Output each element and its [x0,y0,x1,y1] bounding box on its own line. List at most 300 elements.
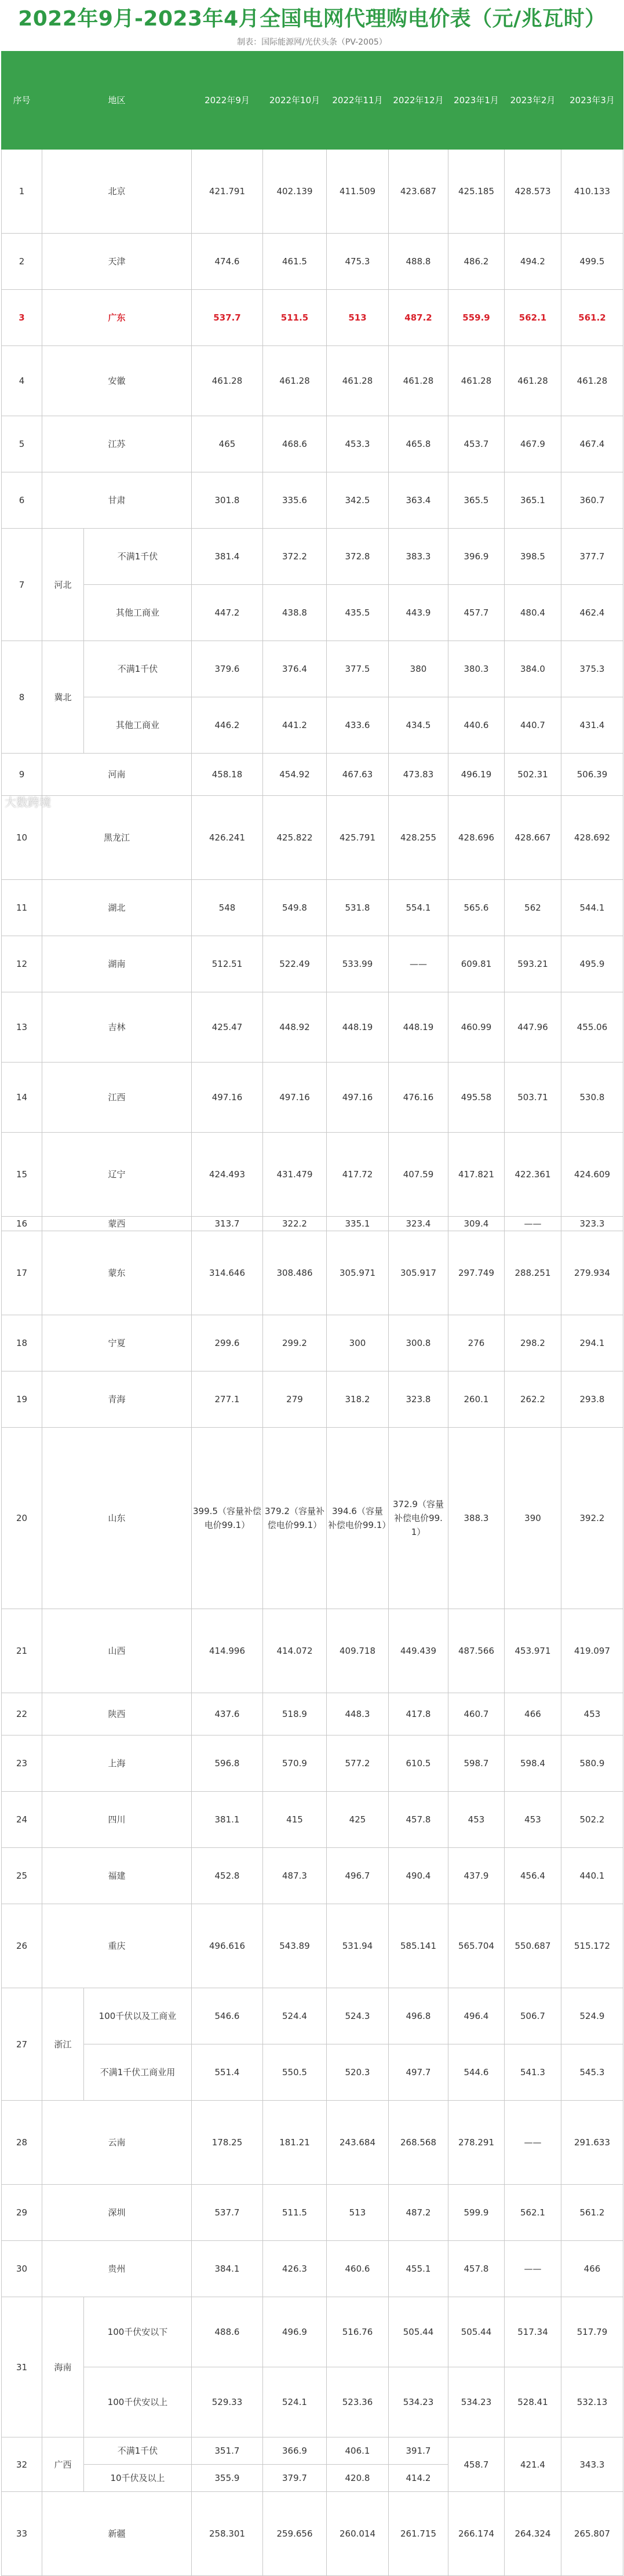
price-cell: 305.971 [327,1231,389,1315]
price-cell: 599.9 [448,2185,505,2241]
price-cell: 502.2 [561,1792,623,1848]
price-cell: —— [389,936,448,992]
price-cell: 610.5 [389,1735,448,1792]
row-index: 13 [2,992,42,1063]
price-cell: 530.8 [561,1063,623,1133]
price-cell: 414.2 [389,2465,448,2492]
price-cell: 425.822 [263,796,327,880]
price-cell: 461.28 [389,346,448,416]
price-cell: 454.92 [263,754,327,796]
price-cell: 460.6 [327,2241,389,2297]
row-index: 17 [2,1231,42,1315]
price-cell: 294.1 [561,1315,623,1371]
price-cell: 417.821 [448,1133,505,1217]
price-cell: 300.8 [389,1315,448,1371]
region-name: 山东 [42,1428,192,1609]
price-cell: 366.9 [263,2437,327,2465]
price-cell: 497.16 [263,1063,327,1133]
price-cell: 524.9 [561,1988,623,2044]
price-cell: 517.34 [505,2297,561,2367]
price-cell: 468.6 [263,416,327,472]
table-row [2,1428,623,1609]
price-cell: 308.486 [263,1231,327,1315]
price-cell: 372.8 [327,529,389,585]
region-name: 青海 [42,1371,192,1428]
price-cell: 425.185 [448,150,505,234]
price-cell: 460.99 [448,992,505,1063]
price-cell: 363.4 [389,472,448,529]
price-cell: 379.7 [263,2465,327,2492]
row-index: 25 [2,1848,42,1904]
price-cell: 453 [561,1693,623,1735]
price-cell: 512.51 [192,936,263,992]
price-cell: 461.28 [263,346,327,416]
price-cell: 379.6 [192,641,263,697]
price-cell: 518.9 [263,1693,327,1735]
table-row [2,234,623,290]
price-cell: 431.4 [561,697,623,754]
price-cell: 543.89 [263,1904,327,1988]
price-cell: 476.16 [389,1063,448,1133]
row-index: 27 [2,1988,42,2101]
header-month: 2022年11月 [327,52,389,150]
price-cell: 437.6 [192,1693,263,1735]
region-name: 云南 [42,2101,192,2185]
price-cell: 426.241 [192,796,263,880]
price-cell: 291.633 [561,2101,623,2185]
price-cell: 529.33 [192,2367,263,2437]
price-cell: 425 [327,1792,389,1848]
price-cell: 300 [327,1315,389,1371]
row-index: 15 [2,1133,42,1217]
price-cell: 372.2 [263,529,327,585]
price-cell: 447.2 [192,585,263,641]
price-cell: 396.9 [448,529,505,585]
region-name: 江苏 [42,416,192,472]
price-cell: 462.4 [561,585,623,641]
price-cell: 455.1 [389,2241,448,2297]
price-cell: 438.8 [263,585,327,641]
price-cell: 561.2 [561,2185,623,2241]
sub-category: 100千伏以及工商业 [84,1988,192,2044]
table-row [2,1217,623,1231]
table-row [2,416,623,472]
price-cell: 503.71 [505,1063,561,1133]
price-cell: 181.21 [263,2101,327,2185]
table-row [2,346,623,416]
price-cell: 453 [448,1792,505,1848]
price-cell: 448.19 [327,992,389,1063]
row-index: 22 [2,1693,42,1735]
price-cell: 293.8 [561,1371,623,1428]
price-cell: 461.28 [327,346,389,416]
price-cell: 562 [505,880,561,936]
table-row [2,2367,623,2437]
sub-category: 100千伏安以上 [84,2367,192,2437]
price-cell: 502.31 [505,754,561,796]
price-cell: 384.0 [505,641,561,697]
price-cell-merged: 458.7 [448,2437,505,2492]
row-index: 16 [2,1217,42,1231]
price-cell: 465 [192,416,263,472]
price-cell: 537.7 [192,290,263,346]
price-cell: 313.7 [192,1217,263,1231]
price-cell: 609.81 [448,936,505,992]
table-row [2,2297,623,2367]
price-cell: 314.646 [192,1231,263,1315]
row-index: 8 [2,641,42,754]
table-row [2,1848,623,1904]
sub-category: 100千伏安以下 [84,2297,192,2367]
region-name: 广东 [42,290,192,346]
price-cell: 301.8 [192,472,263,529]
header-month: 2022年10月 [263,52,327,150]
price-cell: 261.715 [389,2492,448,2576]
region-name: 黑龙江 [42,796,192,880]
price-cell: 461.5 [263,234,327,290]
price-cell: 377.7 [561,529,623,585]
price-cell: 424.609 [561,1133,623,1217]
price-cell: 410.133 [561,150,623,234]
price-cell: 495.58 [448,1063,505,1133]
price-cell: 506.39 [561,754,623,796]
price-cell: 537.7 [192,2185,263,2241]
row-index: 2 [2,234,42,290]
table-row [2,697,623,754]
price-cell: 399.5（容量补偿电价99.1） [192,1428,263,1609]
price-cell: 335.6 [263,472,327,529]
table-row [2,796,623,880]
price-cell: 466 [505,1693,561,1735]
price-cell: 487.2 [389,2185,448,2241]
row-index: 26 [2,1904,42,1988]
table-header-row [2,52,623,150]
price-cell: 496.8 [389,1988,448,2044]
row-index: 32 [2,2437,42,2492]
table-row [2,2185,623,2241]
price-cell: 545.3 [561,2044,623,2101]
table-row [2,2044,623,2101]
price-cell: 511.5 [263,290,327,346]
price-cell: 379.2（容量补偿电价99.1） [263,1428,327,1609]
price-cell: 457.8 [448,2241,505,2297]
table-row [2,992,623,1063]
price-cell: 365.1 [505,472,561,529]
price-cell: 377.5 [327,641,389,697]
table-row [2,2492,623,2576]
price-cell: 417.8 [389,1693,448,1735]
header-month: 2022年9月 [192,52,263,150]
price-cell: 456.4 [505,1848,561,1904]
row-index: 6 [2,472,42,529]
price-cell: 342.5 [327,472,389,529]
price-cell: —— [505,1217,561,1231]
price-cell: 411.509 [327,150,389,234]
row-index: 14 [2,1063,42,1133]
price-cell: 428.255 [389,796,448,880]
price-cell: 473.83 [389,754,448,796]
sub-category: 其他工商业 [84,585,192,641]
price-cell: 434.5 [389,697,448,754]
price-cell: 497.16 [327,1063,389,1133]
region-name: 冀北 [42,641,84,754]
price-cell: 431.479 [263,1133,327,1217]
table-row [2,1735,623,1792]
region-name: 蒙东 [42,1231,192,1315]
price-cell: 585.141 [389,1904,448,1988]
price-cell: 322.2 [263,1217,327,1231]
sub-category: 不满1千伏 [84,2437,192,2465]
price-cell: 305.917 [389,1231,448,1315]
table-row [2,150,623,234]
price-cell: 372.9（容量补偿电价99.1） [389,1428,448,1609]
row-index: 30 [2,2241,42,2297]
price-cell: 258.301 [192,2492,263,2576]
price-cell: 428.573 [505,150,561,234]
price-cell: 499.5 [561,234,623,290]
price-cell: 496.4 [448,1988,505,2044]
price-cell: 534.23 [389,2367,448,2437]
region-name: 陕西 [42,1693,192,1735]
price-cell: 461.28 [448,346,505,416]
table-row [2,1063,623,1133]
price-cell: 390 [505,1428,561,1609]
price-cell: 402.139 [263,150,327,234]
row-index: 18 [2,1315,42,1371]
price-cell-merged: 343.3 [561,2437,623,2492]
region-name: 辽宁 [42,1133,192,1217]
price-cell: 486.2 [448,234,505,290]
price-cell: 513 [327,2185,389,2241]
row-index: 24 [2,1792,42,1848]
price-cell: 415 [263,1792,327,1848]
price-cell: 562.1 [505,290,561,346]
row-index: 28 [2,2101,42,2185]
price-cell: 497.7 [389,2044,448,2101]
price-cell: 505.44 [389,2297,448,2367]
table-row [2,1988,623,2044]
price-cell: 309.4 [448,1217,505,1231]
row-index: 10 [2,796,42,880]
price-cell: 288.251 [505,1231,561,1315]
price-cell: 550.5 [263,2044,327,2101]
price-cell: 355.9 [192,2465,263,2492]
table-row [2,2241,623,2297]
price-cell: 546.6 [192,1988,263,2044]
region-name: 宁夏 [42,1315,192,1371]
price-cell: 394.6（容量补偿电价99.1） [327,1428,389,1609]
region-name: 海南 [42,2297,84,2437]
price-cell: 494.2 [505,234,561,290]
price-cell: 392.2 [561,1428,623,1609]
price-cell: 277.1 [192,1371,263,1428]
price-cell: 565.6 [448,880,505,936]
header-month: 2023年2月 [505,52,561,150]
price-cell: 461.28 [192,346,263,416]
price-cell: 452.8 [192,1848,263,1904]
price-cell: 299.2 [263,1315,327,1371]
price-cell: 524.1 [263,2367,327,2437]
row-index: 5 [2,416,42,472]
row-index: 21 [2,1609,42,1693]
table-row [2,1231,623,1315]
price-cell: 380.3 [448,641,505,697]
table-row [2,2101,623,2185]
header-month: 2023年1月 [448,52,505,150]
price-cell: 448.92 [263,992,327,1063]
price-cell: 549.8 [263,880,327,936]
row-index: 3 [2,290,42,346]
page-title: 2022年9月-2023年4月全国电网代理购电价表（元/兆瓦时） [18,7,606,31]
price-cell: 335.1 [327,1217,389,1231]
price-cell: 453.971 [505,1609,561,1693]
price-cell: 259.656 [263,2492,327,2576]
price-cell: 505.44 [448,2297,505,2367]
header-month: 2023年3月 [561,52,623,150]
row-index: 4 [2,346,42,416]
table-row [2,1371,623,1428]
region-name: 浙江 [42,1988,84,2101]
row-index: 23 [2,1735,42,1792]
price-cell: 453.3 [327,416,389,472]
price-cell: 524.4 [263,1988,327,2044]
price-cell: 544.6 [448,2044,505,2101]
price-cell: 428.692 [561,796,623,880]
price-cell: 414.072 [263,1609,327,1693]
price-cell: 520.3 [327,2044,389,2101]
page-subtitle: 制表：国际能源网/光伏头条（PV-2005） [237,38,387,47]
row-index: 12 [2,936,42,992]
price-cell: 428.696 [448,796,505,880]
region-name: 福建 [42,1848,192,1904]
price-cell: 178.25 [192,2101,263,2185]
price-cell: 515.172 [561,1904,623,1988]
price-cell: 443.9 [389,585,448,641]
price-cell: 528.41 [505,2367,561,2437]
price-cell: 448.3 [327,1693,389,1735]
region-name: 新疆 [42,2492,192,2576]
price-cell: 598.7 [448,1735,505,1792]
price-cell-merged: 421.4 [505,2437,561,2492]
price-cell: 544.1 [561,880,623,936]
price-cell: 262.2 [505,1371,561,1428]
price-cell: 388.3 [448,1428,505,1609]
price-cell: 264.324 [505,2492,561,2576]
table-row-highlighted [2,290,623,346]
price-cell: 596.8 [192,1735,263,1792]
price-cell: 419.097 [561,1609,623,1693]
price-cell: 554.1 [389,880,448,936]
row-index: 29 [2,2185,42,2241]
price-cell: 440.6 [448,697,505,754]
price-cell: 381.1 [192,1792,263,1848]
price-cell: 440.1 [561,1848,623,1904]
price-cell: 381.4 [192,529,263,585]
price-cell: 465.8 [389,416,448,472]
price-cell: 497.16 [192,1063,263,1133]
price-cell: 424.493 [192,1133,263,1217]
region-name: 湖北 [42,880,192,936]
price-cell: 447.96 [505,992,561,1063]
watermark-logo: 大数跨境 [5,795,51,809]
region-name: 上海 [42,1735,192,1792]
price-cell: —— [505,2101,561,2185]
price-cell: 417.72 [327,1133,389,1217]
price-cell: 598.4 [505,1735,561,1792]
price-cell: 360.7 [561,472,623,529]
price-cell: 420.8 [327,2465,389,2492]
price-cell: 409.718 [327,1609,389,1693]
price-cell: 323.4 [389,1217,448,1231]
price-cell: 268.568 [389,2101,448,2185]
price-cell: 570.9 [263,1735,327,1792]
price-cell: 457.7 [448,585,505,641]
price-cell: 467.63 [327,754,389,796]
price-cell: 453.7 [448,416,505,472]
table-row [2,1693,623,1735]
sub-category: 不满1千伏工商业用 [84,2044,192,2101]
table-row [2,1904,623,1988]
region-name: 蒙西 [42,1217,192,1231]
row-index: 7 [2,529,42,641]
row-index: 9 [2,754,42,796]
price-cell: 467.4 [561,416,623,472]
price-cell: 425.47 [192,992,263,1063]
price-cell: 437.9 [448,1848,505,1904]
price-cell: 433.6 [327,697,389,754]
price-cell: 474.6 [192,234,263,290]
table-row [2,1133,623,1217]
price-cell: 506.7 [505,1988,561,2044]
table-row [2,936,623,992]
table-row [2,1609,623,1693]
price-cell: 562.1 [505,2185,561,2241]
price-cell: 467.9 [505,416,561,472]
sub-category: 不满1千伏 [84,641,192,697]
price-cell: 423.687 [389,150,448,234]
price-cell: 299.6 [192,1315,263,1371]
region-name: 四川 [42,1792,192,1848]
region-name: 河南 [42,754,192,796]
price-cell: 487.2 [389,290,448,346]
table-row [2,585,623,641]
price-cell: 487.3 [263,1848,327,1904]
table-row [2,754,623,796]
table-row [2,1792,623,1848]
price-cell: 243.684 [327,2101,389,2185]
price-cell: 531.8 [327,880,389,936]
region-name: 湖南 [42,936,192,992]
price-cell: 380 [389,641,448,697]
price-cell: 323.8 [389,1371,448,1428]
price-cell: 496.19 [448,754,505,796]
price-cell: 426.3 [263,2241,327,2297]
price-cell: 461.28 [561,346,623,416]
price-cell: 496.616 [192,1904,263,1988]
price-cell: 517.79 [561,2297,623,2367]
price-cell: 516.76 [327,2297,389,2367]
price-cell: 406.1 [327,2437,389,2465]
price-cell: 490.4 [389,1848,448,1904]
table-row [2,529,623,585]
price-cell: 532.13 [561,2367,623,2437]
price-cell: 511.5 [263,2185,327,2241]
price-cell: 524.3 [327,1988,389,2044]
price-cell: 461.28 [505,346,561,416]
table-row [2,641,623,697]
price-cell: 376.4 [263,641,327,697]
price-cell: 559.9 [448,290,505,346]
